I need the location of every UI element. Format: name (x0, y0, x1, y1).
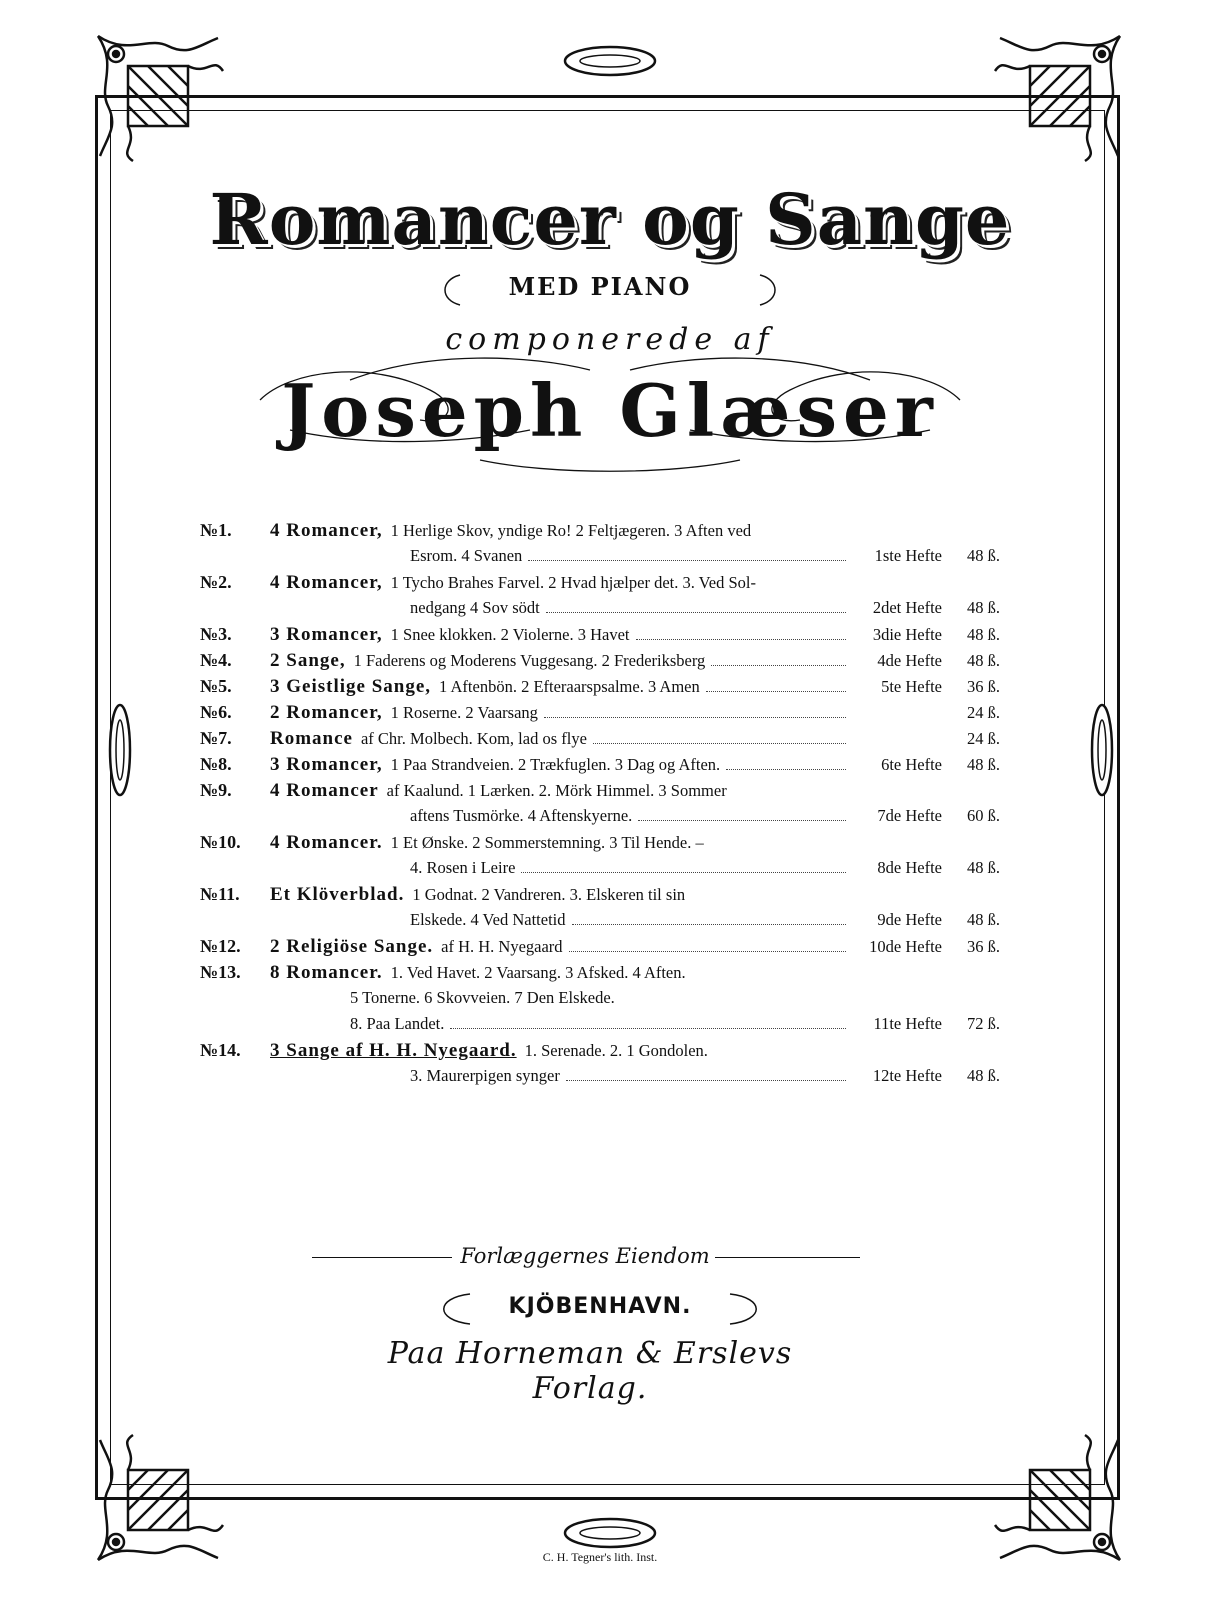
catalog-line (200, 754, 1000, 780)
song-list: 1 Herlige Skov, yndige Ro! 2 Feltjægeren. 3 Aften ved (390, 521, 752, 540)
leader-dots (636, 639, 847, 640)
entry-number: №10. (200, 832, 241, 852)
catalog-line (200, 728, 1000, 754)
work-title: 2 Religiöse Sange. (270, 936, 434, 957)
catalog-entry (200, 832, 1000, 884)
catalog-line (200, 962, 1000, 988)
catalog-line (200, 780, 1000, 806)
catalog-line (200, 884, 1000, 910)
catalog-line (200, 572, 1000, 598)
catalog-line (200, 650, 1000, 676)
catalog-list (200, 520, 1000, 1092)
catalog-line (200, 1014, 1000, 1040)
song-list: Elskede. 4 Ved Nattetid (410, 910, 566, 929)
work-title: 3 Romancer, (270, 754, 383, 775)
song-list: 5 Tonerne. 6 Skovveien. 7 Den Elskede. (350, 988, 615, 1007)
hefte-number: 8de Hefte (877, 858, 942, 877)
catalog-entry (200, 884, 1000, 936)
catalog-entry (200, 572, 1000, 624)
entry-number: №4. (200, 650, 232, 670)
catalog-entry (200, 780, 1000, 832)
entry-number: №3. (200, 624, 232, 644)
catalog-entry (200, 650, 1000, 676)
work-title: Et Klöverblad. (270, 884, 405, 905)
song-list: 1 Roserne. 2 Vaarsang (390, 703, 538, 722)
hefte-number: 1ste Hefte (874, 546, 942, 565)
work-title: 2 Sange, (270, 650, 346, 671)
leader-dots (450, 1028, 846, 1029)
publisher-city: KJÖBENHAVN. (508, 1294, 692, 1319)
ornament-corner-icon (990, 1430, 1130, 1570)
song-list: af Chr. Molbech. Kom, lad os flye (360, 729, 587, 748)
leader-dots (528, 560, 846, 561)
leader-dots (711, 665, 846, 666)
price: 36 ß. (967, 677, 1000, 696)
leader-dots (593, 743, 846, 744)
work-title: 3 Romancer, (270, 624, 383, 645)
leader-dots (546, 612, 846, 613)
catalog-entry (200, 754, 1000, 780)
catalog-line (200, 858, 1000, 884)
price: 72 ß. (967, 1014, 1000, 1033)
catalog-line (200, 702, 1000, 728)
price: 60 ß. (967, 806, 1000, 825)
page-title: Romancer og Sange (209, 178, 1011, 261)
hefte-number: 7de Hefte (877, 806, 942, 825)
work-title: 3 Sange af H. H. Nyegaard. (270, 1040, 517, 1061)
catalog-line (200, 806, 1000, 832)
entry-number: №8. (200, 754, 232, 774)
leader-dots (544, 717, 846, 718)
catalog-entry (200, 520, 1000, 572)
ornament-corner-icon (990, 26, 1130, 166)
composed-by: componerede af (445, 322, 775, 357)
entry-number: №13. (200, 962, 241, 982)
song-list: nedgang 4 Sov södt (410, 598, 540, 617)
entry-number: №14. (200, 1040, 241, 1060)
price: 48 ß. (967, 858, 1000, 877)
hefte-number: 11te Hefte (873, 1014, 942, 1033)
song-list: 1 Godnat. 2 Vandreren. 3. Elskeren til sin (412, 885, 686, 904)
song-list: 1 Snee klokken. 2 Violerne. 3 Havet (390, 625, 630, 644)
price: 48 ß. (967, 546, 1000, 565)
song-list: Esrom. 4 Svanen (410, 546, 523, 565)
ownership-note: Forlæggernes Eiendom (460, 1244, 710, 1268)
work-title: 4 Romancer, (270, 572, 383, 593)
work-title: 3 Geistlige Sange, (270, 676, 432, 697)
song-list: 1 Tycho Brahes Farvel. 2 Hvad hjælper det. 3. Ved Sol- (390, 573, 756, 592)
price: 24 ß. (967, 729, 1000, 748)
catalog-line (200, 598, 1000, 624)
catalog-line (200, 1040, 1000, 1066)
price: 48 ß. (967, 625, 1000, 644)
entry-number: №7. (200, 728, 232, 748)
catalog-entry (200, 962, 1000, 1040)
price: 24 ß. (967, 703, 1000, 722)
hefte-number: 4de Hefte (877, 651, 942, 670)
entry-number: №9. (200, 780, 232, 800)
song-list: 1 Aftenbön. 2 Efteraarspsalme. 3 Amen (439, 677, 700, 696)
song-list: af H. H. Nyegaard (441, 937, 563, 956)
entry-number: №5. (200, 676, 232, 696)
catalog-entry (200, 936, 1000, 962)
price: 36 ß. (967, 937, 1000, 956)
song-list: af Kaalund. 1 Lærken. 2. Mörk Himmel. 3 Sommer (386, 781, 727, 800)
catalog-entry (200, 1040, 1000, 1092)
leader-dots (566, 1080, 846, 1081)
song-list: aftens Tusmörke. 4 Aftenskyerne. (410, 806, 633, 825)
price: 48 ß. (967, 910, 1000, 929)
catalog-line (200, 910, 1000, 936)
song-list: 4. Rosen i Leire (410, 858, 516, 877)
catalog-line (200, 936, 1000, 962)
entry-number: №6. (200, 702, 232, 722)
work-title: 4 Romancer (270, 780, 379, 801)
song-list: 1. Ved Havet. 2 Vaarsang. 3 Afsked. 4 Aften. (390, 963, 686, 982)
price: 48 ß. (967, 755, 1000, 774)
song-list: 8. Paa Landet. (350, 1014, 445, 1033)
cartouche-left-icon (108, 700, 132, 800)
composer-name: Joseph Glæser (281, 368, 939, 453)
leader-dots (521, 872, 846, 873)
entry-number: №11. (200, 884, 240, 904)
cartouche-right-icon (1090, 700, 1114, 800)
price: 48 ß. (967, 598, 1000, 617)
song-list: 1 Paa Strandveien. 2 Trækfuglen. 3 Dag og Aften. (390, 755, 721, 774)
work-title: Romance (270, 728, 353, 749)
work-title: 4 Romancer, (270, 520, 383, 541)
publisher-name: Paa Horneman & Erslevs Forlag. (387, 1336, 793, 1406)
song-list: 1. Serenade. 2. 1 Gondolen. (524, 1041, 708, 1060)
song-list: 1 Et Ønske. 2 Sommerstemning. 3 Til Hende. – (390, 833, 704, 852)
leader-dots (572, 924, 847, 925)
catalog-line (200, 546, 1000, 572)
work-title: 2 Romancer, (270, 702, 383, 723)
catalog-line (200, 624, 1000, 650)
catalog-entry (200, 702, 1000, 728)
printer-credit: C. H. Tegner's lith. Inst. (542, 1550, 658, 1564)
flourish-icon (440, 270, 780, 310)
entry-number: №2. (200, 572, 232, 592)
song-list: 1 Faderens og Moderens Vuggesang. 2 Frederiksberg (353, 651, 706, 670)
work-title: 8 Romancer. (270, 962, 383, 983)
hefte-number: 2det Hefte (872, 598, 942, 617)
hefte-number: 10de Hefte (869, 937, 942, 956)
hefte-number: 12te Hefte (872, 1066, 942, 1085)
leader-dots (569, 951, 846, 952)
catalog-line (200, 676, 1000, 702)
catalog-entry (200, 728, 1000, 754)
catalog-line (200, 988, 1000, 1014)
hefte-number: 3die Hefte (872, 625, 942, 644)
catalog-entry (200, 676, 1000, 702)
catalog-line (200, 832, 1000, 858)
price: 48 ß. (967, 651, 1000, 670)
price: 48 ß. (967, 1066, 1000, 1085)
work-title: 4 Romancer. (270, 832, 383, 853)
song-list: 3. Maurerpigen synger (410, 1066, 560, 1085)
hefte-number: 9de Hefte (877, 910, 942, 929)
leader-dots (726, 769, 846, 770)
catalog-entry (200, 624, 1000, 650)
leader-dots (638, 820, 846, 821)
catalog-line (200, 520, 1000, 546)
entry-number: №1. (200, 520, 232, 540)
entry-number: №12. (200, 936, 241, 956)
leader-dots (706, 691, 846, 692)
ornament-corner-icon (88, 1430, 228, 1570)
ornament-corner-icon (88, 26, 228, 166)
hefte-number: 6te Hefte (881, 755, 942, 774)
cartouche-top-icon (560, 36, 660, 86)
subtitle: MED PIANO (508, 272, 692, 301)
catalog-line (200, 1066, 1000, 1092)
hefte-number: 5te Hefte (881, 677, 942, 696)
